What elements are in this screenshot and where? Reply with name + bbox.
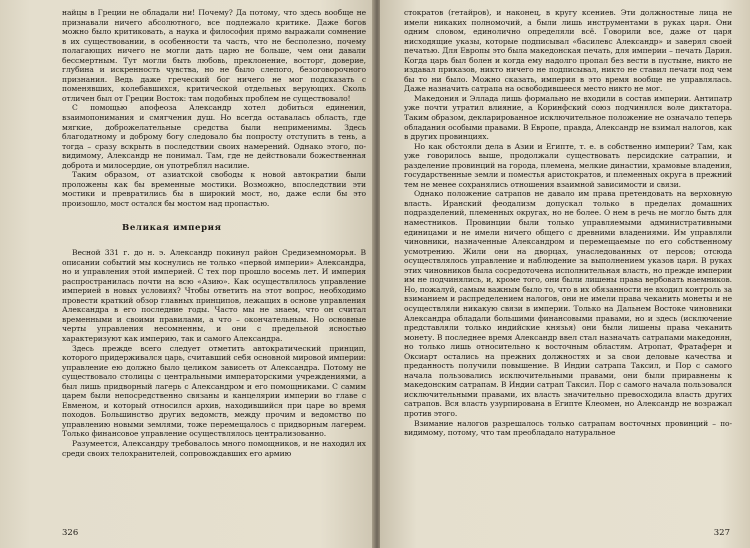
section-heading: Великая империя <box>122 223 222 234</box>
paragraph: Македония и Эллада лишь формально не входили в состав империи. Антипатр уже почти утратил влияние, а Коринфский союз подчинялся воле диктатора. Таким образом, декларированное исключительное положение не означало теперь обладания особыми правами. В Европе, правда, Александр не взимал налогов, как в других провинциях. <box>404 93 732 142</box>
right-page-text <box>404 8 732 438</box>
page-number: 327 <box>713 528 730 538</box>
paragraph: Но как обстояли дела в Азии и Египте, т. е. в собственно империи? Там, как уже говорилось выше, продолжали существовать персидские сатрапии, и разделение провинций на города, племена, мелкие династии, храмовые владения, государственные земли и поместья аристократов, и племенных округа в прежний тем не менее сохранялись отношения взаимной зависимости и связи. <box>404 141 732 189</box>
paragraph: Взимание налогов разрешалось только сатрапам восточных провинций – по-видимому, потому, что там преобладало натуральное <box>404 418 732 438</box>
page-number: 326 <box>62 528 79 538</box>
left-page-text <box>62 8 366 458</box>
paragraph: стократов (гетайров), и наконец, в кругу ксениев. Эти должностные лица не имели никаких полномочий, а были лишь инструментами в руках царя. Они одним словом, единолично определяли всё. Говорили все, даже от царя нисходящие указы, которые подписывал «басилевс Александр» и заверял своей печатью. Для Европы это была македонская печать, для империи – печать Дария. Когда царь был болен и когда ему надолго пропал без вести в пустыне, никто не издавал приказов, никто ничего не подписывал, никто не ставил печати под чем бы то ни было. Можно сказать, империя в это время вообще не управлялась. Даже назначить сатрапа на освободившееся место никто не мог. <box>404 8 732 94</box>
paragraph: найцы в Греции не обладали ни! Почему? Да потому, что здесь вообще не признавали ничего абсолютного, все подлежало критике. Даже богов можно было критиковать, а наука и философия прямо выражали сомнение в их существовании, в особенности та часть, что не бесполезно, почему полагающих ничего не могли дать царю не больше, чем они давали бессмертным. Тут могли быть любовь, преклонение, восторг, доверие, глубина и искренность чувства, но не было слепого, безоговорочного признания. Ведь даже греческий бог ничего не мог подсказать с поменявших, колебавшихся, критической отдельных верующих. Сколь отличен был от Греции Восток: там подобных проблем не существовало! <box>62 8 366 103</box>
right-page <box>380 0 750 548</box>
paragraph: Здесь прежде всего следует отметить автократический принцип, которого придерживался царь, считавший себя основной мировой империи: управление ею должно было целиком зависеть от Александра. Потому не существовало столицы с центральными императорскими учреждениями, а был лишь придворный лагерь с Александром и его помощниками. С самим царем были непосредственно связаны и канцелярии империи во главе с Евменом, и который относился архив, находившийся при царе во время походов. Большинство других ведомств, между прочим и ведомство по управлению новыми землями, тоже перемещалось с придворным лагерем. Только финансовое управление осуществлялось централизованно. <box>62 343 366 439</box>
paragraph: Весной 331 г. до н. э. Александр покинул район Средиземноморья. В описании событий мы коснулись не только «первой империи» Александра, но и управления этой империей. С тех пор прошло восемь лет. И империя распространилась почти на всю «Азию». Как осуществлялось управление империей в новых условиях? Чтобы ответить на этот вопрос, необходимо провести краткий обзор главных принципов, лежащих в основе управления Александра в его последние годы. Часто мы не знаем, что он считал временными и своими правилами, а что – окончательным. Но основные черты управления несомненны, и они с предельной ясностью характеризуют как империю, так и самого Александра. <box>62 248 366 343</box>
paragraph: Однако положение сатрапов не давало им права претендовать на верховную власть. Иранский феодализм допускал только в пределах домашних подразделений, племенных округах, но не более. О нем в речь не могло быть для наместников. Провинции были только управляемыми административными единицами и не имели ничего общего с древними владениями. Им управляли чиновники, назначенные Александром и перемещаемые по его собственному усмотрению. Жили они на дворцах, унаследованных от персов; отсюда осуществлялось управление и наблюдение за выполнением указов царя. В руках этих чиновников была сосредоточена исполнительная власть, но прежде империи им не подчинялись, и, кроме того, они были лишены права вербовать наемников. Но, пожалуй, самым важным было то, что в их обязанности не входил контроль за взиманием и распределением налогов, они не имели права чеканить монеты и не осуществляли никакую связи в империи. Только на Дальнем Востоке чиновники Александра обладали большими финансовыми правами, но и здесь (исключение представляли только индийские князья) они были лишены права чеканить монету. В последнее время Александр ввел стал назначать сатрапами македонян, но только лишь относительно к восточным областям. Атропат, Фратаферн и Оксиарт остались на прежних должностях и за свои деловые качества и преданность получили повышение. В Индии сатрапа Таксил, и Пор с самого начала пользовались исключительными правами, они были приравнены к македонским сатрапам. В Индии сатрап Таксил. Пор с самого начала пользовался исключительными правами, их власть значительно превосходила власть других сатрапов. Вся власть узурпирована в Египте Клеомен, но Александр не возражал против этого. <box>404 189 732 418</box>
paragraph: С помощью апофеоза Александр хотел добиться единения, взаимопонимания и смягчения душ. Но всегда оставалась область, где мягкие, доброжелательные средства были неприменимы. Здесь благодатному и доброму богу следовало бы попросту отступить в тень, а тогда – сразу вскрыть в последствии своих намерений. Однако этого, по-видимому, Александр не понимал. Там, где не действовали божественная доброта и милосердие, он употреблял насилие. <box>62 103 366 170</box>
paragraph: Разумеется, Александру требовалось много помощников, и не находил их среди своих телохранителей, сопровождавших его армию <box>62 438 366 458</box>
paragraph: Таким образом, от азиатской свободы к новой автократии были проложены как бы временные мостики. Возможно, впоследствии эти мостики и превратились бы в широкий мост, но, даже если бы это произошло, мост остался бы мостом над пропастью. <box>62 170 366 208</box>
